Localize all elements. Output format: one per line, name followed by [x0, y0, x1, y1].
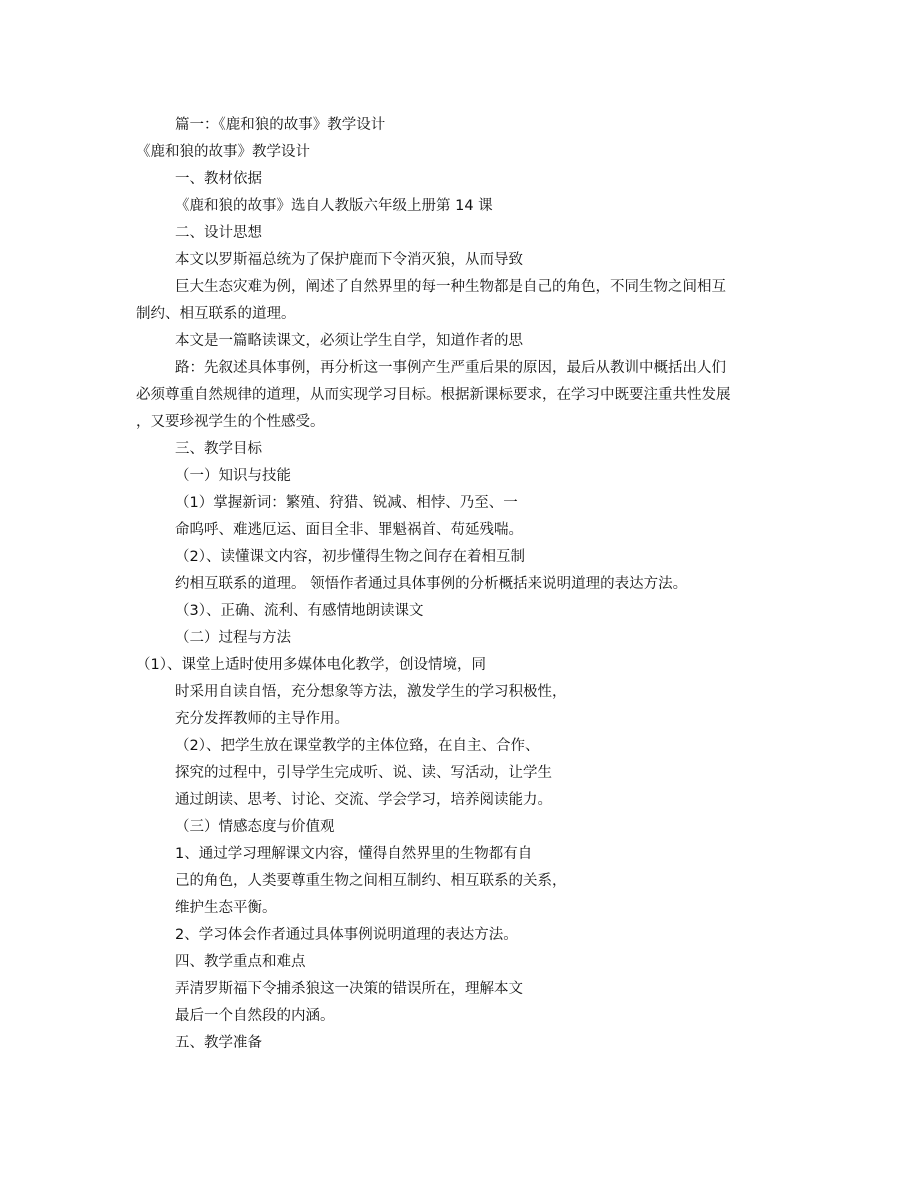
section-heading: 一、教材依据: [175, 171, 262, 187]
section-heading: 四、教学重点和难点: [175, 954, 306, 970]
list-item-line: 通过朗读、思考、讨论、交流、学会学习，培养阅读能力。: [175, 792, 552, 808]
subsection-heading: （三）情感态度与价值观: [175, 819, 335, 835]
paragraph-line: 制约、相互联系的道理。: [136, 306, 296, 322]
subsection-heading: （一）知识与技能: [175, 468, 291, 484]
list-item-line: 命呜呼、难逃厄运、面目全非、罪魁祸首、苟延残喘。: [175, 522, 523, 538]
list-item-line: 约相互联系的道理。 领悟作者通过具体事例的分析概括来说明道理的表达方法。: [175, 576, 688, 592]
section-heading: 二、设计思想: [175, 225, 262, 241]
paragraph-line: 本文以罗斯福总统为了保护鹿而下令消灭狼，从而导致: [175, 252, 523, 268]
paragraph-line: 《鹿和狼的故事》选自人教版六年级上册第 14 课: [175, 198, 493, 214]
title-line: 篇一：《鹿和狼的故事》教学设计: [175, 117, 386, 133]
list-item-line: 探究的过程中，引导学生完成听、说、读、写活动，让学生: [175, 765, 552, 781]
paragraph-line: ，又要珍视学生的个性感受。: [136, 414, 325, 430]
list-item-line: 充分发挥教师的主导作用。: [175, 711, 349, 727]
paragraph-line: 巨大生态灾难为例，阐述了自然界里的每一种生物都是自己的角色，不同生物之间相互: [175, 279, 726, 295]
list-item-line: （1）、课堂上适时使用多媒体电化教学，创设情境，同: [136, 657, 486, 673]
paragraph-line: 路：先叙述具体事例，再分析这一事例产生严重后果的原因，最后从教训中概括出人们: [175, 360, 726, 376]
list-item-line: 2、学习体会作者通过具体事例说明道理的表达方法。: [175, 927, 518, 943]
list-item-line: （3）、正确、流利、有感情地朗读课文: [175, 603, 424, 619]
subtitle-line: 《鹿和狼的故事》教学设计: [136, 144, 310, 160]
list-item-line: 1、通过学习理解课文内容，懂得自然界里的生物都有自: [175, 846, 533, 862]
section-heading: 五、教学准备: [175, 1035, 262, 1051]
paragraph-line: 本文是一篇略读课文，必须让学生自学，知道作者的思: [175, 333, 523, 349]
list-item-line: 维护生态平衡。: [175, 900, 277, 916]
subsection-heading: （二）过程与方法: [175, 630, 291, 646]
paragraph-line: 必须尊重自然规律的道理，从而实现学习目标。根据新课标要求，在学习中既要注重共性发展: [136, 387, 731, 403]
paragraph-line: 弄清罗斯福下令捕杀狼这一决策的错误所在，理解本文: [175, 981, 523, 997]
paragraph-line: 最后一个自然段的内涵。: [175, 1008, 335, 1024]
list-item-line: （2）、把学生放在课堂教学的主体位臵，在自主、合作、: [175, 738, 540, 754]
list-item-line: （1）掌握新词：繁殖、狩猎、锐减、相悖、乃至、一: [175, 495, 518, 511]
section-heading: 三、教学目标: [175, 441, 262, 457]
list-item-line: （2）、读懂课文内容，初步懂得生物之间存在着相互制: [175, 549, 525, 565]
list-item-line: 己的角色，人类要尊重生物之间相互制约、相互联系的关系，: [175, 873, 567, 889]
list-item-line: 时采用自读自悟，充分想象等方法，激发学生的学习积极性，: [175, 684, 567, 700]
